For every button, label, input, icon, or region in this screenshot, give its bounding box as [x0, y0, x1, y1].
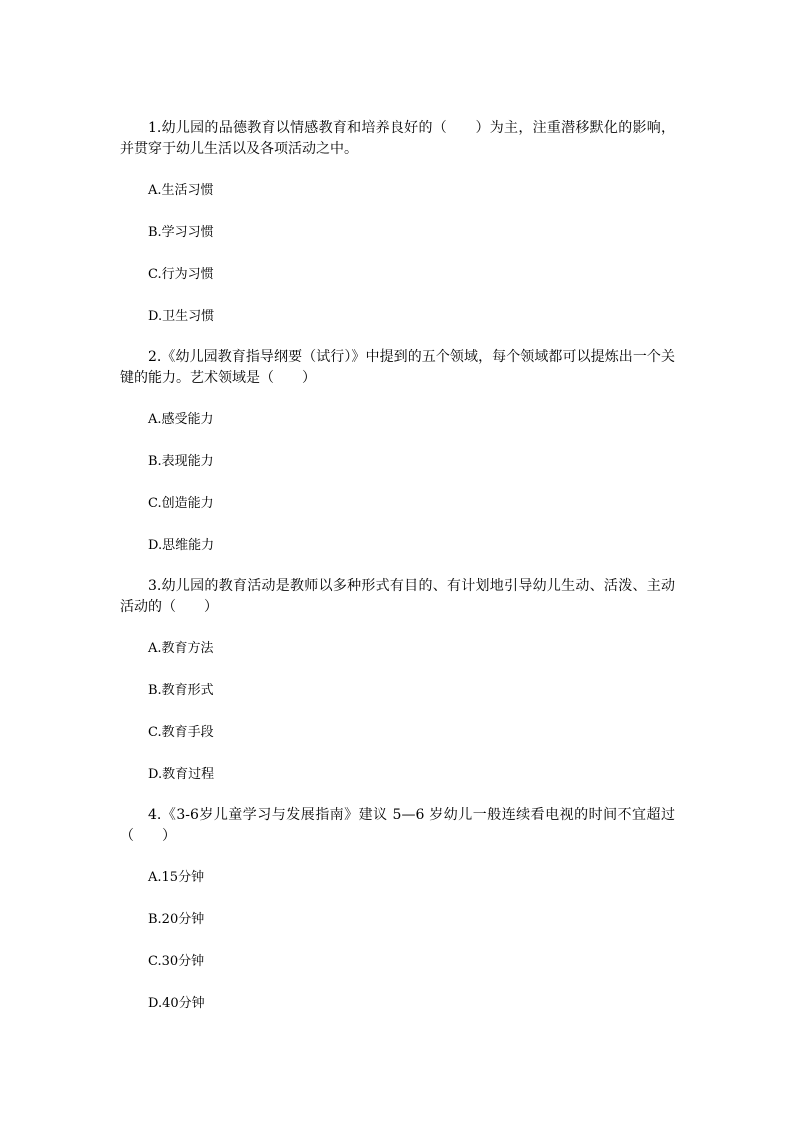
option-a: A.感受能力 — [148, 412, 214, 427]
option-c: C.教育手段 — [148, 725, 214, 740]
question-stem: 4.《3-6岁儿童学习与发展指南》建议 5—6 岁幼儿一般连续看电视的时间不宜超过（ ） — [120, 807, 675, 844]
question-1 — [120, 118, 675, 347]
question-4 — [120, 805, 675, 1014]
option-a: A.教育方法 — [148, 641, 214, 656]
document-page — [120, 118, 675, 1014]
question-3 — [120, 576, 675, 805]
question-stem: 3.幼儿园的教育活动是教师以多种形式有目的、有计划地引导幼儿生动、活泼、主动活动的（ ） — [120, 578, 675, 615]
option-a: A.生活习惯 — [148, 183, 214, 198]
question-stem: 1.幼儿园的品德教育以情感教育和培养良好的（ ）为主，注重潜移默化的影响，并贯穿于幼儿生活以及各项活动之中。 — [120, 120, 675, 157]
option-d: D.卫生习惯 — [148, 309, 215, 324]
option-b: B.教育形式 — [148, 683, 214, 698]
option-c: C.创造能力 — [148, 496, 214, 511]
question-stem: 2.《幼儿园教育指导纲要（试行）》中提到的五个领域，每个领域都可以提炼出一个关键的能力。艺术领域是（ ） — [120, 349, 675, 386]
option-c: C.行为习惯 — [148, 267, 214, 282]
option-d: D.思维能力 — [148, 538, 215, 553]
option-b: B.表现能力 — [148, 454, 214, 469]
option-b: B.学习习惯 — [148, 225, 214, 240]
option-c: C.30分钟 — [148, 954, 205, 969]
option-a: A.15分钟 — [148, 870, 205, 885]
question-2 — [120, 347, 675, 576]
option-b: B.20分钟 — [148, 912, 205, 927]
option-d: D.教育过程 — [148, 767, 215, 782]
option-d: D.40分钟 — [148, 996, 205, 1011]
